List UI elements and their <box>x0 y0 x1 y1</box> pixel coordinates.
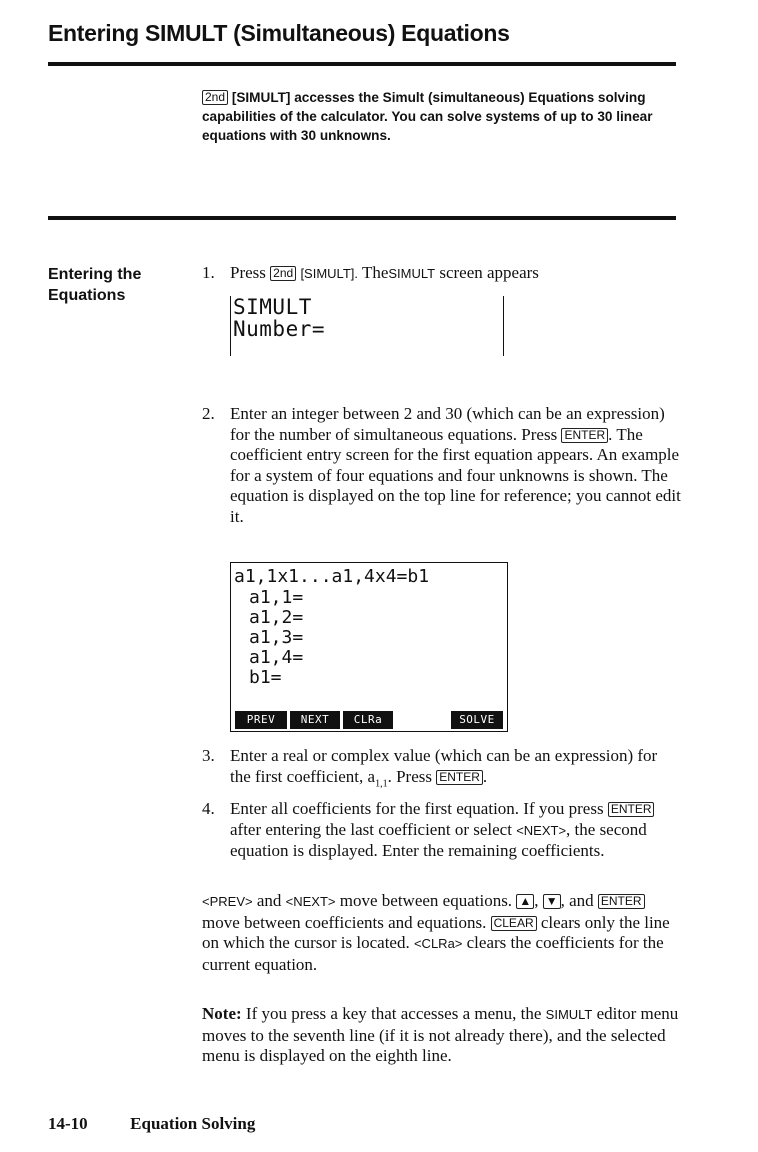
step-4 <box>202 799 682 862</box>
step-text: . <box>482 766 488 786</box>
note-paragraph <box>202 1004 682 1067</box>
simult-caps: SIMULT <box>388 266 436 281</box>
section-rule <box>48 216 676 220</box>
simult-bracket: [SIMULT]. <box>300 266 358 281</box>
para-text: If you press a key that accesses a menu, the <box>245 1004 542 1023</box>
simult-screen <box>230 296 504 356</box>
step-text: Enter all coefficients for the first equation. If you press <box>230 799 604 818</box>
step-text: Press <box>230 263 266 282</box>
screen-line: Number= <box>233 317 326 341</box>
up-arrow-key-icon: ▲ <box>516 894 534 909</box>
screen-line: a1,2= <box>249 607 304 628</box>
para-text: move between coefficients and equations. <box>202 912 487 932</box>
page-footer <box>48 1114 255 1134</box>
step-text: screen appears <box>439 263 539 282</box>
simult-bracket: [SIMULT] <box>231 90 291 105</box>
2nd-key-icon: 2nd <box>270 266 296 281</box>
step-number: 4. <box>202 799 215 818</box>
enter-key-icon: ENTER <box>561 428 608 443</box>
side-heading-line-1: Entering the <box>48 266 142 283</box>
screen-line: a1,4= <box>249 647 304 668</box>
para-text: clears the coefficients for the current equation. <box>202 933 664 974</box>
intro-paragraph <box>202 88 682 145</box>
para-text: clears only the line on which the cursor is located. <box>202 912 670 953</box>
side-heading-line-2: Equations <box>48 287 126 304</box>
para-text: editor menu moves to the seventh line (if it is not already there), and the selected menu is displayed on the eighth line. <box>202 1004 679 1066</box>
step-text: . The coefficient entry screen for the first equation appears. An example for a system of four equations and four unknowns is shown. The equation is displayed on the top line for reference; you cannot edit it. <box>230 424 681 526</box>
2nd-key-icon: 2nd <box>202 90 228 105</box>
section-name: Equation Solving <box>130 1114 256 1133</box>
para-text: move between equations. <box>339 891 513 910</box>
step-number: 2. <box>202 404 215 423</box>
step-text: . Press <box>387 766 432 786</box>
screen-line: b1= <box>249 667 282 688</box>
screen-line: a1,1= <box>249 587 304 608</box>
step-2 <box>202 404 682 528</box>
menu-clra: CLRa <box>343 711 393 729</box>
para-text: , <box>534 891 539 910</box>
step-text: Enter a real or complex value (which can be an expression) for the first coefficient, a <box>230 746 658 786</box>
page-number: 14-10 <box>48 1114 88 1133</box>
down-arrow-key-icon: ▼ <box>543 894 561 909</box>
page-title: Entering SIMULT (Simultaneous) Equations <box>48 20 510 46</box>
step-text: The <box>361 263 389 282</box>
step-number: 3. <box>202 746 215 765</box>
intro-text: accesses the Simult (simultaneous) Equations solving capabilities of the calculator. You can solve systems of up to 30 linear equations with 30 unknowns. <box>202 90 653 143</box>
simult-caps: SIMULT <box>545 1007 593 1022</box>
menu-prev: PREV <box>235 711 287 729</box>
step-3 <box>202 746 682 795</box>
clear-key-icon: CLEAR <box>491 916 537 931</box>
note-label: Note: <box>202 1004 242 1023</box>
menu-solve: SOLVE <box>451 711 503 729</box>
step-text: , the second equation is displayed. Enter the remaining coefficients. <box>230 819 647 861</box>
coefficient-screen <box>230 562 508 732</box>
step-number: 1. <box>202 263 215 282</box>
screen-line: a1,1x1...a1,4x4=b1 <box>234 566 430 587</box>
prev-menu-ref: <PREV> <box>202 894 253 909</box>
enter-key-icon: ENTER <box>608 802 655 817</box>
next-menu-ref: <NEXT> <box>516 822 567 838</box>
step-text: after entering the last coefficient or select <box>230 819 512 839</box>
screen-line: a1,3= <box>249 627 304 648</box>
menu-next: NEXT <box>290 711 340 729</box>
screen-menu <box>233 711 505 729</box>
subscript: 1,1 <box>375 777 388 789</box>
next-menu-ref: <NEXT> <box>285 894 336 909</box>
clra-menu-ref: <CLRa> <box>413 936 463 952</box>
screen-line: SIMULT <box>233 295 312 319</box>
step-1 <box>202 263 682 285</box>
enter-key-icon: ENTER <box>436 770 483 785</box>
para-text: and <box>256 891 282 910</box>
enter-key-icon: ENTER <box>598 894 645 909</box>
side-heading <box>48 264 141 306</box>
para-text: , and <box>560 891 594 910</box>
navigation-paragraph <box>202 891 682 975</box>
title-rule <box>48 62 676 66</box>
step-text: Enter an integer between 2 and 30 (which can be an expression) for the number of simultaneous equations. Press <box>230 404 665 444</box>
